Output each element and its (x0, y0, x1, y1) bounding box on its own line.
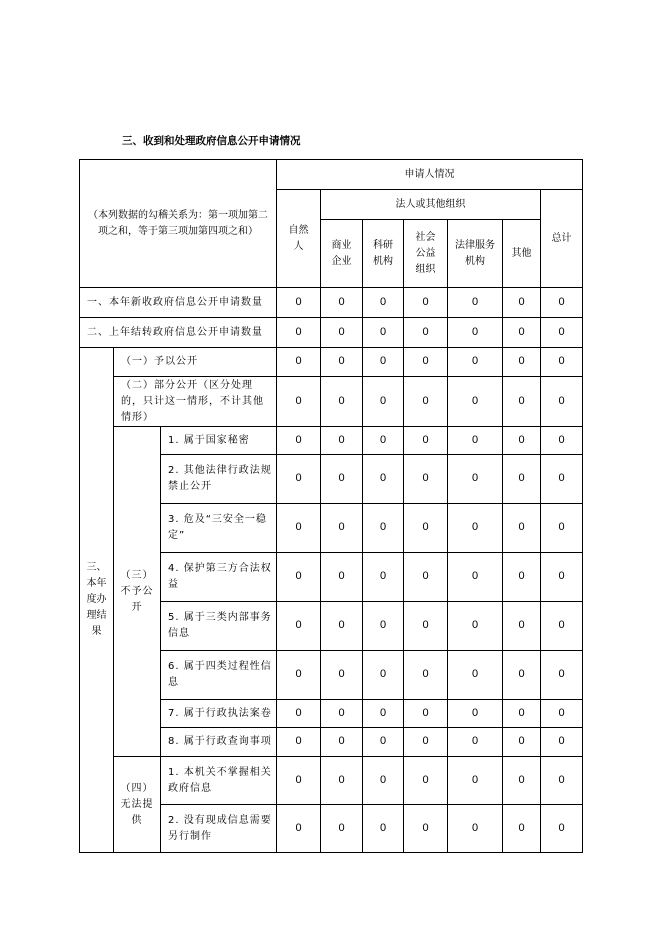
cell-value: 0 (321, 728, 363, 757)
cell-value: 0 (321, 700, 363, 728)
col-other: 其他 (503, 220, 541, 288)
applicant-status-header: 申请人情况 (277, 160, 583, 190)
cell-value: 0 (448, 504, 503, 553)
cell-value: 0 (503, 553, 541, 602)
legal-group-header: 法人或其他组织 (321, 190, 541, 220)
row-label: 3. 危及“三安全一稳定” (161, 504, 277, 553)
cell-value: 0 (277, 455, 321, 504)
cell-value: 0 (448, 602, 503, 651)
row-label: 7. 属于行政执法案卷 (161, 700, 277, 728)
cell-value: 0 (503, 348, 541, 377)
cell-value: 0 (363, 377, 404, 427)
cell-value: 0 (541, 427, 583, 455)
cell-value: 0 (404, 757, 448, 805)
section3-label: 三、本年度办理结果 (80, 348, 114, 853)
cell-value: 0 (321, 288, 363, 318)
cell-value: 0 (404, 288, 448, 318)
cell-value: 0 (503, 455, 541, 504)
cell-value: 0 (404, 651, 448, 700)
cell-value: 0 (503, 757, 541, 805)
cell-value: 0 (363, 651, 404, 700)
cell-value: 0 (321, 427, 363, 455)
cell-value: 0 (404, 553, 448, 602)
cell-value: 0 (321, 348, 363, 377)
cell-value: 0 (321, 757, 363, 805)
header-note: （本列数据的勾稽关系为：第一项加第二项之和，等于第三项加第四项之和） (88, 209, 268, 237)
col-public-welfare: 社会公益组织 (404, 220, 448, 288)
cell-value: 0 (541, 728, 583, 757)
cell-value: 0 (541, 602, 583, 651)
row-label: 2. 没有现成信息需要另行制作 (161, 805, 277, 853)
cell-value: 0 (321, 504, 363, 553)
cell-value: 0 (541, 288, 583, 318)
cell-value: 0 (503, 288, 541, 318)
col-legal-service: 法律服务机构 (448, 220, 503, 288)
cell-value: 0 (541, 318, 583, 348)
cell-value: 0 (363, 288, 404, 318)
cell-value: 0 (448, 553, 503, 602)
cell-value: 0 (541, 805, 583, 853)
cell-value: 0 (541, 651, 583, 700)
row-label: 一、本年新收政府信息公开申请数量 (80, 288, 277, 318)
cell-value: 0 (541, 504, 583, 553)
cell-value: 0 (321, 805, 363, 853)
row-label: 二、上年结转政府信息公开申请数量 (80, 318, 277, 348)
cell-value: 0 (503, 728, 541, 757)
cell-value: 0 (321, 602, 363, 651)
cell-value: 0 (448, 651, 503, 700)
cell-value: 0 (363, 728, 404, 757)
cell-value: 0 (541, 553, 583, 602)
cell-value: 0 (321, 455, 363, 504)
cell-value: 0 (404, 318, 448, 348)
cell-value: 0 (404, 728, 448, 757)
cell-value: 0 (541, 455, 583, 504)
cell-value: 0 (541, 348, 583, 377)
row-label: （一）予以公开 (114, 348, 277, 377)
row-label: 6. 属于四类过程性信息 (161, 651, 277, 700)
cell-value: 0 (321, 651, 363, 700)
cell-value: 0 (321, 377, 363, 427)
cell-value: 0 (503, 700, 541, 728)
cell-value: 0 (321, 318, 363, 348)
cell-value: 0 (277, 728, 321, 757)
cell-value: 0 (277, 805, 321, 853)
cell-value: 0 (277, 553, 321, 602)
cell-value: 0 (277, 700, 321, 728)
table-row (80, 318, 583, 348)
disclosure-requests-table (79, 159, 583, 853)
cell-value: 0 (404, 805, 448, 853)
cell-value: 0 (363, 504, 404, 553)
table-row (80, 288, 583, 318)
cell-value: 0 (503, 602, 541, 651)
cell-value: 0 (448, 455, 503, 504)
cell-value: 0 (277, 318, 321, 348)
cell-value: 0 (277, 377, 321, 427)
natural-person-header: 自然人 (277, 190, 321, 288)
table-row (80, 348, 583, 377)
cell-value: 0 (503, 427, 541, 455)
cell-value: 0 (363, 318, 404, 348)
cell-value: 0 (404, 427, 448, 455)
cell-value: 0 (404, 377, 448, 427)
cell-value: 0 (404, 504, 448, 553)
cell-value: 0 (363, 805, 404, 853)
row-label: 4. 保护第三方合法权益 (161, 553, 277, 602)
col-research: 科研机构 (363, 220, 404, 288)
cell-value: 0 (363, 757, 404, 805)
cell-value: 0 (404, 700, 448, 728)
table-row (80, 427, 583, 455)
cell-value: 0 (363, 700, 404, 728)
cell-value: 0 (363, 427, 404, 455)
row-label: 5. 属于三类内部事务信息 (161, 602, 277, 651)
row-label: 1. 属于国家秘密 (161, 427, 277, 455)
cell-value: 0 (277, 348, 321, 377)
cell-value: 0 (363, 602, 404, 651)
cell-value: 0 (448, 318, 503, 348)
cell-value: 0 (503, 377, 541, 427)
cell-value: 0 (448, 348, 503, 377)
col-business: 商业企业 (321, 220, 363, 288)
cell-value: 0 (541, 377, 583, 427)
cell-value: 0 (277, 427, 321, 455)
cell-value: 0 (277, 651, 321, 700)
unable-group-label: （四）无法提供 (114, 757, 161, 853)
row-label: 2. 其他法律行政法规禁止公开 (161, 455, 277, 504)
total-header: 总计 (541, 190, 583, 288)
refuse-group-label: （三）不予公开 (114, 427, 161, 757)
cell-value: 0 (503, 318, 541, 348)
section-title: 三、收到和处理政府信息公开申请情况 (122, 135, 301, 147)
cell-value: 0 (277, 757, 321, 805)
row-label: 8. 属于行政查询事项 (161, 728, 277, 757)
cell-value: 0 (277, 602, 321, 651)
cell-value: 0 (363, 455, 404, 504)
cell-value: 0 (404, 455, 448, 504)
cell-value: 0 (448, 427, 503, 455)
cell-value: 0 (404, 348, 448, 377)
row-label: （二）部分公开（区分处理的，只计这一情形，不计其他情形） (114, 377, 277, 427)
table-row (80, 757, 583, 805)
cell-value: 0 (448, 377, 503, 427)
row-label: 1. 本机关不掌握相关政府信息 (161, 757, 277, 805)
header-note-cell (80, 160, 277, 288)
cell-value: 0 (448, 728, 503, 757)
cell-value: 0 (541, 700, 583, 728)
cell-value: 0 (503, 651, 541, 700)
cell-value: 0 (541, 757, 583, 805)
cell-value: 0 (448, 757, 503, 805)
cell-value: 0 (448, 805, 503, 853)
cell-value: 0 (448, 700, 503, 728)
cell-value: 0 (448, 288, 503, 318)
cell-value: 0 (363, 348, 404, 377)
cell-value: 0 (277, 288, 321, 318)
cell-value: 0 (404, 602, 448, 651)
cell-value: 0 (363, 553, 404, 602)
table-row (80, 377, 583, 427)
cell-value: 0 (503, 504, 541, 553)
cell-value: 0 (321, 553, 363, 602)
cell-value: 0 (503, 805, 541, 853)
cell-value: 0 (277, 504, 321, 553)
